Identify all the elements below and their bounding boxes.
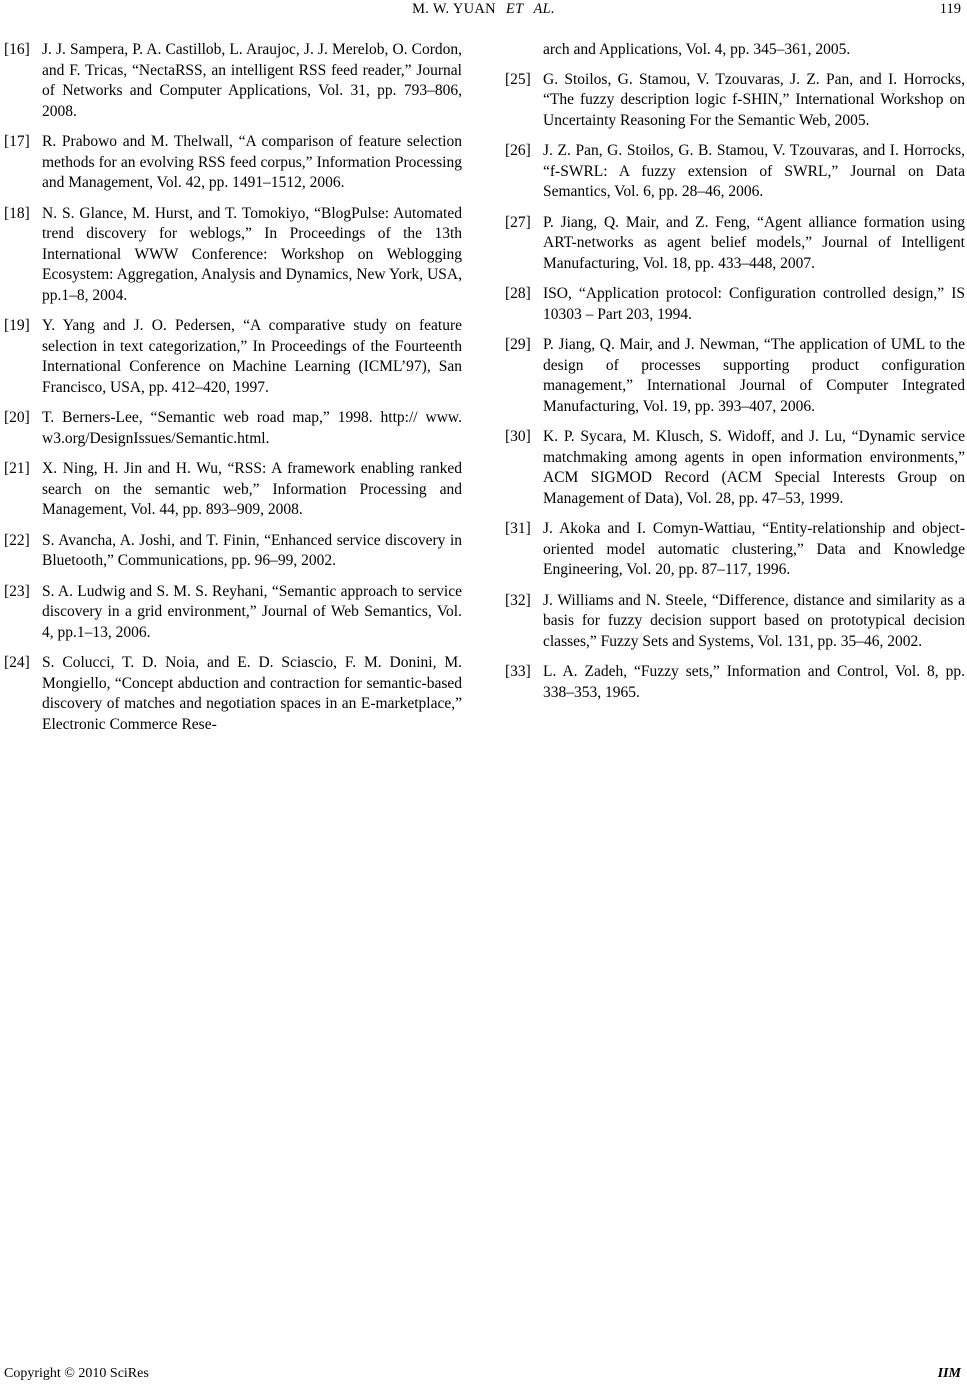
running-head-al: AL. [533,1,555,17]
reference-entry [505,519,965,581]
reference-number: [16] [4,41,30,58]
reference-text: T. Berners-Lee, “Semantic web road map,” 1998. http:// www. w3.org/DesignIssues/Semantic.html. [42,409,462,447]
reference-text: G. Stoilos, G. Stamou, V. Tzouvaras, J. Z. Pan, and I. Horrocks, “The fuzzy description logic f-SHIN,” International Workshop on Uncertainty Reasoning For the Semantic Web, 2005. [543,70,965,129]
reference-number: [24] [4,654,30,671]
reference-entry [4,132,462,194]
reference-entry [505,70,965,132]
reference-text: S. Avancha, A. Joshi, and T. Finin, “Enhanced service discovery in Bluetooth,” Communications, pp. 96–99, 2002. [42,531,462,569]
reference-text: Y. Yang and J. O. Pedersen, “A comparative study on feature selection in text categorization,” In Proceedings of the Fourteenth International Conference on Machine Learning (ICML’97), San Francisco, USA, pp. 412–420, 1997. [42,317,462,396]
reference-number: [19] [4,317,30,334]
reference-number: [18] [4,204,30,222]
reference-number: [17] [4,133,30,150]
reference-text: X. Ning, H. Jin and H. Wu, “RSS: A framework enabling ranked search on the semantic web,” Information Processing and Management, Vol. 44, pp. 893–909, 2008. [42,460,462,518]
reference-entry [505,591,965,653]
reference-entry [4,40,462,122]
reference-number: [32] [505,591,531,609]
page-header [0,0,967,22]
reference-number: [26] [505,142,531,159]
running-head-et: ET [505,1,524,17]
reference-text: K. P. Sycara, M. Klusch, S. Widoff, and J. Lu, “Dynamic service matchmaking among agents in open information environments,” ACM SIGMOD Record (ACM Special Interests Group on Management of Data), Vol. 28, pp. 47–53, 1999. [543,428,965,507]
reference-entry [505,213,965,275]
reference-entry [4,459,462,521]
reference-number: [20] [4,409,30,426]
copyright-notice: Copyright © 2010 SciRes [4,1366,149,1381]
reference-number: [27] [505,213,531,231]
reference-number: [30] [505,428,531,445]
reference-number: [21] [4,460,30,477]
journal-abbreviation: IIM [937,1366,961,1381]
reference-text: P. Jiang, Q. Mair, and J. Newman, “The application of UML to the design of processes supporting product configuration management,” International Journal of Computer Integrated Manufacturing, Vol. 19, pp. 393–407, 2006. [543,336,965,415]
page-footer [0,1366,967,1386]
reference-text: J. Williams and N. Steele, “Difference, distance and similarity as a basis for fuzzy decision support based on prototypical decision classes,” Fuzzy Sets and Systems, Vol. 131, pp. 35–46, 2002. [543,591,965,650]
reference-text: J. Z. Pan, G. Stoilos, G. B. Stamou, V. Tzouvaras, and I. Horrocks, “f-SWRL: A fuzzy extension of SWRL,” Journal on Data Semantics, Vol. 6, pp. 28–46, 2006. [543,142,965,200]
reference-entry [505,335,965,417]
reference-entry [505,662,965,703]
reference-text: L. A. Zadeh, “Fuzzy sets,” Information and Control, Vol. 8, pp. 338–353, 1965. [543,663,965,701]
reference-entry [505,427,965,509]
page-number: 119 [939,1,961,17]
running-head-author: M. W. YUAN [412,1,496,17]
reference-entry [4,582,462,644]
reference-entry [4,204,462,307]
reference-text: N. S. Glance, M. Hurst, and T. Tomokiyo, “BlogPulse: Automated trend discovery for weblogs,” In Proceedings of the 13th International WWW Conference: Workshop on Weblogging Ecosystem: Aggregation, Analysis and Dynamics, New York, USA, pp.1–8, 2004. [42,204,462,304]
reference-continuation: arch and Applications, Vol. 4, pp. 345–361, 2005. [543,41,851,58]
references-left-column [4,40,462,745]
reference-number: [33] [505,663,531,680]
reference-entry [4,316,462,398]
reference-number: [28] [505,285,531,302]
reference-entry [4,531,462,572]
reference-entry [505,141,965,203]
running-head [0,1,967,18]
reference-text: J. Akoka and I. Comyn-Wattiau, “Entity-relationship and object-oriented model automatic clustering,” Data and Knowledge Engineering, Vol. 20, pp. 87–117, 1996. [543,520,965,578]
reference-text: S. A. Ludwig and S. M. S. Reyhani, “Semantic approach to service discovery in a grid environment,” Journal of Web Semantics, Vol. 4, pp.1–13, 2006. [42,582,462,641]
reference-text: J. J. Sampera, P. A. Castillob, L. Araujoc, J. J. Merelob, O. Cordon, and F. Tricas, “NectaRSS, an intelligent RSS feed reader,” Journal of Networks and Computer Applications, Vol. 31, pp. 793–806, 2008. [42,41,462,120]
reference-entry [4,408,462,449]
references-right-column [505,40,965,713]
reference-number: [22] [4,531,30,549]
reference-text: S. Colucci, T. D. Noia, and E. D. Sciascio, F. M. Donini, M. Mongiello, “Concept abduction and contraction for semantic-based discovery of matches and negotiation spaces in an E-marketplace,” Electronic Commerce Rese- [42,654,462,733]
reference-text: P. Jiang, Q. Mair, and Z. Feng, “Agent alliance formation using ART-networks as agent belief models,” Journal of Intelligent Manufacturing, Vol. 18, pp. 433–448, 2007. [543,213,965,272]
reference-entry [4,653,462,735]
reference-number: [25] [505,70,531,88]
reference-entry [505,284,965,325]
reference-number: [31] [505,520,531,537]
reference-text: ISO, “Application protocol: Configuration controlled design,” IS 10303 – Part 203, 1994. [543,285,965,323]
reference-text: R. Prabowo and M. Thelwall, “A comparison of feature selection methods for an evolving RSS feed corpus,” Information Processing and Management, Vol. 42, pp. 1491–1512, 2006. [42,133,462,191]
reference-number: [29] [505,336,531,353]
reference-number: [23] [4,582,30,600]
